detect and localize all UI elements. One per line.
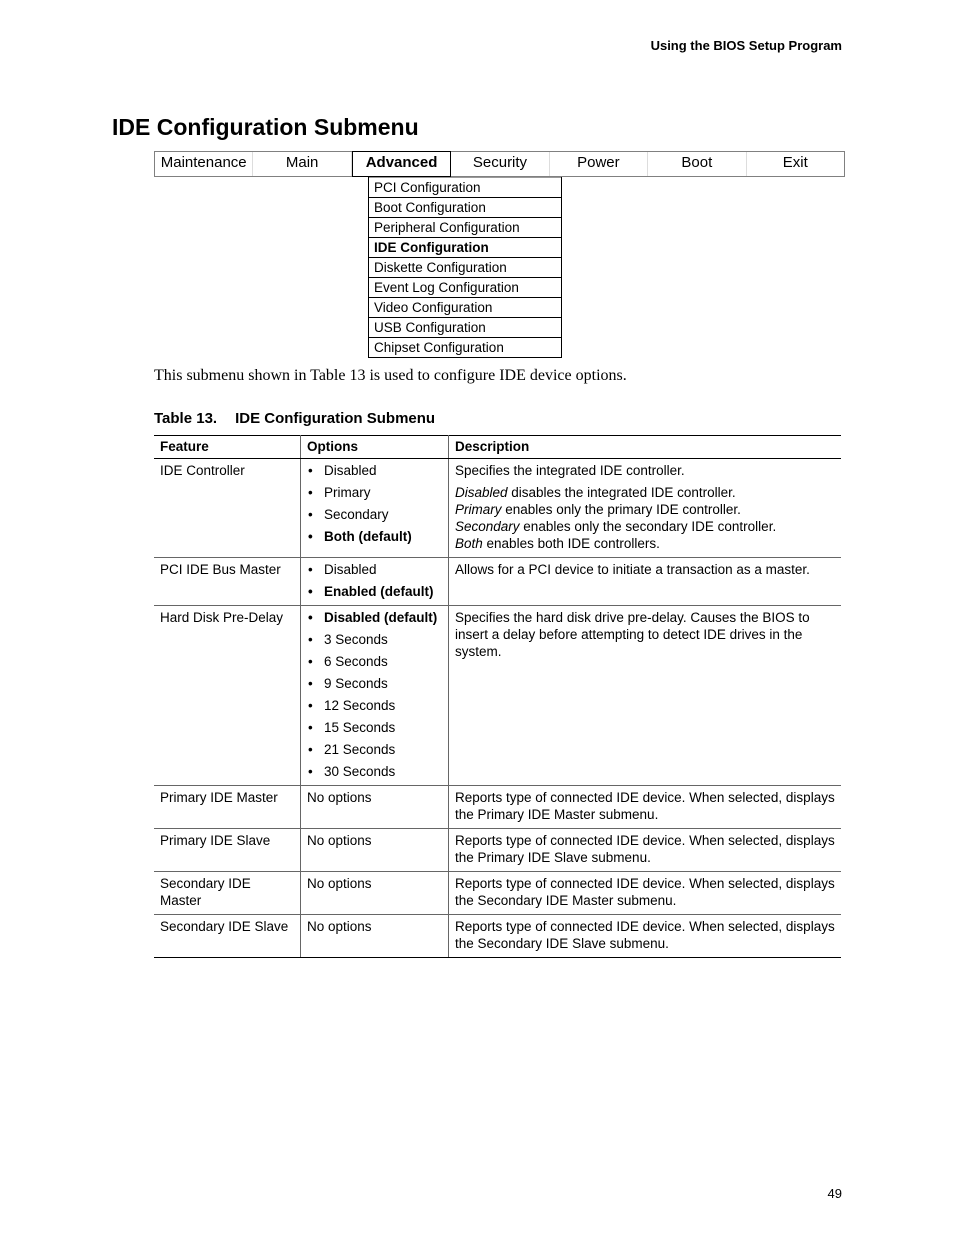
table-row (154, 459, 841, 558)
description-text: Specifies the hard disk drive pre-delay. Causes the BIOS to insert a delay before attempting to detect IDE drives in the system. (455, 610, 810, 659)
option-item: • Primary (307, 484, 443, 501)
option-item: • Disabled (307, 462, 443, 479)
submenu-item-usb-configuration[interactable]: USB Configuration (369, 317, 561, 337)
menu-tab-exit[interactable]: Exit (782, 154, 808, 171)
options-cell: No options (301, 915, 449, 958)
option-item: • Enabled (default) (307, 583, 443, 600)
options-list (307, 561, 443, 600)
feature-cell: IDE Controller (154, 459, 301, 558)
detail-text: disables the integrated IDE controller. (507, 485, 736, 500)
description-detail (455, 518, 836, 535)
option-item: • Disabled (307, 561, 443, 578)
ide-config-table (154, 435, 841, 958)
options-cell: No options (301, 786, 449, 829)
description-detail (455, 484, 836, 501)
page-number: 49 (827, 1186, 842, 1201)
description-cell (449, 786, 842, 829)
menu-tab-maintenance[interactable]: Maintenance (155, 152, 253, 176)
option-item: • 21 Seconds (307, 741, 443, 758)
description-detail (455, 535, 836, 552)
description-text: Allows for a PCI device to initiate a transaction as a master. (455, 562, 810, 577)
options-list (307, 462, 443, 545)
table-caption (154, 410, 435, 427)
submenu-item-event-log-configuration[interactable]: Event Log Configuration (369, 277, 561, 297)
feature-cell: Primary IDE Master (154, 786, 301, 829)
table-row (154, 606, 841, 786)
page-title: IDE Configuration Submenu (112, 114, 419, 140)
option-item: • 12 Seconds (307, 697, 443, 714)
submenu-item-ide-configuration[interactable]: IDE Configuration (369, 237, 561, 257)
options-cell: No options (301, 872, 449, 915)
option-item: • 30 Seconds (307, 763, 443, 780)
detail-term: Primary (455, 502, 502, 517)
description-cell (449, 872, 842, 915)
detail-term: Disabled (455, 485, 508, 500)
menu-tab-security[interactable]: Security (451, 152, 549, 176)
description-cell (449, 558, 842, 606)
menu-tab-main[interactable]: Main (253, 152, 351, 176)
description-cell (449, 915, 842, 958)
detail-text: enables only the secondary IDE controller. (519, 519, 777, 534)
option-item: • Both (default) (307, 528, 443, 545)
bios-menu-bar (154, 151, 845, 177)
submenu-item-boot-configuration[interactable]: Boot Configuration (369, 197, 561, 217)
feature-cell: Primary IDE Slave (154, 829, 301, 872)
option-item: • 6 Seconds (307, 653, 443, 670)
menu-tab-advanced[interactable]: Advanced (352, 151, 451, 177)
detail-term: Both (455, 536, 483, 551)
options-cell: No options (301, 829, 449, 872)
option-item: • 15 Seconds (307, 719, 443, 736)
table-row (154, 872, 841, 915)
description-cell (449, 459, 842, 558)
feature-cell: Hard Disk Pre-Delay (154, 606, 301, 786)
table-caption-title: IDE Configuration Submenu (235, 410, 436, 427)
submenu-item-video-configuration[interactable]: Video Configuration (369, 297, 561, 317)
options-cell (301, 606, 449, 786)
table-header-row (154, 436, 841, 459)
table-row (154, 786, 841, 829)
options-cell (301, 459, 449, 558)
detail-text: enables both IDE controllers. (482, 536, 660, 551)
description-detail (455, 501, 836, 518)
header-options: Options (301, 436, 449, 459)
header-feature: Feature (154, 436, 301, 459)
description-cell (449, 829, 842, 872)
submenu-item-pci-configuration[interactable]: PCI Configuration (369, 177, 561, 197)
option-item: • Disabled (default) (307, 609, 443, 626)
option-item: • 3 Seconds (307, 631, 443, 648)
menu-tab-boot[interactable]: Boot (648, 152, 746, 176)
description-text: Reports type of connected IDE device. When selected, displays the Primary IDE Slave submenu. (455, 833, 835, 865)
running-header: Using the BIOS Setup Program (650, 38, 842, 53)
submenu-item-chipset-configuration[interactable]: Chipset Configuration (369, 337, 561, 357)
options-list (307, 609, 443, 780)
header-description: Description (449, 436, 842, 459)
menu-tab-power[interactable]: Power (550, 152, 648, 176)
table-row (154, 829, 841, 872)
table-row (154, 915, 841, 958)
detail-text: enables only the primary IDE controller. (501, 502, 741, 517)
intro-paragraph: This submenu shown in Table 13 is used to configure IDE device options. (154, 367, 627, 384)
description-cell (449, 606, 842, 786)
advanced-submenu (368, 177, 562, 358)
feature-cell: PCI IDE Bus Master (154, 558, 301, 606)
detail-term: Secondary (455, 519, 520, 534)
description-text: Reports type of connected IDE device. When selected, displays the Secondary IDE Slave submenu. (455, 919, 835, 951)
table-row (154, 558, 841, 606)
description-text: Reports type of connected IDE device. When selected, displays the Primary IDE Master submenu. (455, 790, 835, 822)
submenu-item-diskette-configuration[interactable]: Diskette Configuration (369, 257, 561, 277)
option-item: • 9 Seconds (307, 675, 443, 692)
option-item: • Secondary (307, 506, 443, 523)
description-text: Reports type of connected IDE device. When selected, displays the Secondary IDE Master submenu. (455, 876, 835, 908)
submenu-item-peripheral-configuration[interactable]: Peripheral Configuration (369, 217, 561, 237)
table-caption-number: Table 13. (154, 410, 218, 427)
feature-cell: Secondary IDE Master (154, 872, 301, 915)
feature-cell: Secondary IDE Slave (154, 915, 301, 958)
options-cell (301, 558, 449, 606)
description-text: Specifies the integrated IDE controller. (455, 463, 685, 478)
